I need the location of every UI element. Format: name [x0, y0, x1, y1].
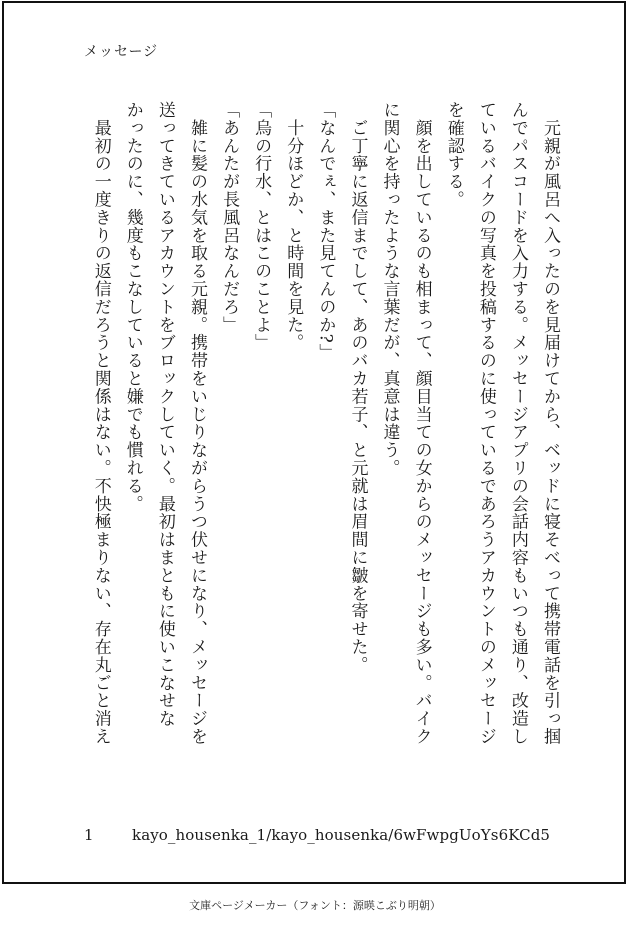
text-line: ご丁寧に返信までして、あのバカ若子、と元就は眉間に皺を寄せた。 [347, 101, 368, 674]
text-line: 顔を出しているのも相まって、顔目当ての女からのメッセージも多い。バイク [411, 101, 432, 746]
text-line: 「烏の行水、とはこのことよ」 [251, 101, 272, 352]
text-line: に関心を持ったような言葉だが、真意は違う。 [379, 101, 400, 477]
body-text [85, 101, 566, 781]
text-line: んでパスコードを入力する。メッセージアプリの会話内容もいつも通り、改造し [507, 101, 528, 746]
running-head: メッセージ [84, 44, 159, 60]
text-line: 「あんたが長風呂なんだろ」 [219, 101, 240, 334]
text-line: 雑に髪の水気を取る元親。携帯をいじりながらうつ伏せになり、メッセージを [186, 101, 207, 746]
text-line: を確認する。 [443, 101, 464, 209]
page-frame [2, 1, 626, 884]
text-line: 十分ほどか、と時間を見た。 [283, 101, 304, 352]
text-line: ているバイクの写真を投稿するのに使っているであろうアカウントのメッセージ [475, 101, 496, 746]
page-number: 1 [84, 826, 94, 844]
text-line: 送ってきているアカウントをブロックしていく。最初はまともに使いこなせな [154, 101, 175, 728]
text-line: 元親が風呂へ入ったのを見届けてから、ベッドに寝そべって携帯電話を引っ掴 [540, 101, 560, 746]
footer-credit: 文庫ページメーカー（フォント：源暎こぶり明朝） [189, 899, 441, 912]
text-line: 最初の一度きりの返信だろうと関係はない。不快極まりない、存在丸ごと消え [90, 101, 111, 746]
page-path: kayo_housenka_1/kayo_housenka/6wFwpgUoYs6KCd5 [132, 826, 551, 844]
text-line: かったのに、幾度もこなしていると嫌でも慣れる。 [122, 101, 143, 513]
text-line: 「なんでぇ、また見てんのか?」 [315, 101, 336, 362]
